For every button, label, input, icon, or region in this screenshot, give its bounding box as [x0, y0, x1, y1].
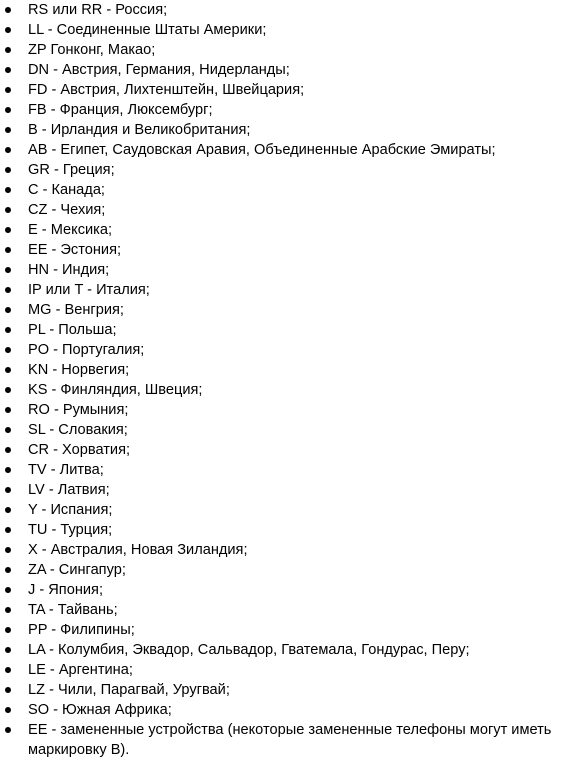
list-item-text: TA - Тайвань; — [28, 602, 118, 618]
list-item-text: B - Ирландия и Великобритания; — [28, 122, 251, 138]
list-item-text: CZ - Чехия; — [28, 202, 106, 218]
list-item-text: FD - Австрия, Лихтенштейн, Швейцария; — [28, 82, 305, 98]
bullet-icon — [5, 347, 11, 353]
list-item — [0, 260, 566, 280]
list-item-text: AB - Египет, Саудовская Аравия, Объединенные Арабские Эмираты; — [28, 142, 496, 158]
bullet-icon — [5, 527, 11, 533]
list-item-text: PP - Филипины; — [28, 622, 135, 638]
bullet-icon — [5, 407, 11, 413]
list-item — [0, 340, 566, 360]
list-item — [0, 400, 566, 420]
list-item — [0, 460, 566, 480]
bullet-icon — [5, 507, 11, 513]
list-item-text: C - Канада; — [28, 182, 105, 198]
bullet-icon — [5, 367, 11, 373]
bullet-icon — [5, 27, 11, 33]
list-item-text: LE - Аргентина; — [28, 662, 133, 678]
bullet-icon — [5, 67, 11, 73]
bullet-icon — [5, 727, 11, 733]
list-item — [0, 620, 566, 640]
list-item-text: PO - Португалия; — [28, 342, 145, 358]
list-item — [0, 280, 566, 300]
bullet-icon — [5, 327, 11, 333]
list-item-text: LZ - Чили, Парагвай, Уругвай; — [28, 682, 230, 698]
list-item-text: EE - Эстония; — [28, 242, 122, 258]
list-item — [0, 580, 566, 600]
bullet-icon — [5, 567, 11, 573]
list-item-text: KS - Финляндия, Швеция; — [28, 382, 203, 398]
bullet-icon — [5, 467, 11, 473]
bullet-icon — [5, 47, 11, 53]
list-item-text: RO - Румыния; — [28, 402, 129, 418]
list-item-text: FB - Франция, Люксембург; — [28, 102, 213, 118]
list-item — [0, 40, 566, 60]
bullet-icon — [5, 87, 11, 93]
list-item-text: Y - Испания; — [28, 502, 113, 518]
bullet-icon — [5, 447, 11, 453]
list-item — [0, 560, 566, 580]
bullet-icon — [5, 167, 11, 173]
list-item — [0, 240, 566, 260]
bullet-icon — [5, 207, 11, 213]
bullet-icon — [5, 247, 11, 253]
bullet-icon — [5, 187, 11, 193]
bullet-icon — [5, 387, 11, 393]
bullet-icon — [5, 307, 11, 313]
list-item — [0, 600, 566, 620]
list-item — [0, 180, 566, 200]
list-item-text: MG - Венгрия; — [28, 302, 124, 318]
list-item-text: E - Мексика; — [28, 222, 113, 238]
list-item-text: ZP Гонконг, Макао; — [28, 42, 156, 58]
list-item — [0, 140, 566, 160]
bullet-icon — [5, 687, 11, 693]
list-item-text: PL - Польша; — [28, 322, 117, 338]
list-item — [0, 120, 566, 140]
list-item-text: LA - Колумбия, Эквадор, Сальвадор, Гватемала, Гондурас, Перу; — [28, 642, 470, 658]
bullet-icon — [5, 107, 11, 113]
list-item-text: LL - Соединенные Штаты Америки; — [28, 22, 267, 38]
list-item — [0, 500, 566, 520]
list-item-text: DN - Австрия, Германия, Нидерланды; — [28, 62, 290, 78]
list-item — [0, 160, 566, 180]
list-item-text: EE - замененные устройства (некоторые замененные телефоны могут иметь маркировку B). — [28, 722, 552, 758]
list-item — [0, 0, 566, 20]
list-item-text: GR - Греция; — [28, 162, 115, 178]
list-item-text: IP или T - Италия; — [28, 282, 150, 298]
list-item — [0, 300, 566, 320]
bullet-icon — [5, 287, 11, 293]
bullet-icon — [5, 667, 11, 673]
list-item — [0, 420, 566, 440]
bullet-icon — [5, 147, 11, 153]
bullet-icon — [5, 7, 11, 13]
list-item — [0, 700, 566, 720]
bullet-icon — [5, 587, 11, 593]
bullet-icon — [5, 607, 11, 613]
list-item-text: SL - Словакия; — [28, 422, 128, 438]
list-item — [0, 60, 566, 80]
list-item — [0, 640, 566, 660]
list-item — [0, 480, 566, 500]
bullet-icon — [5, 227, 11, 233]
list-item-text: SO - Южная Африка; — [28, 702, 172, 718]
list-item — [0, 680, 566, 700]
list-item-text: CR - Хорватия; — [28, 442, 131, 458]
bullet-icon — [5, 707, 11, 713]
list-item-text: X - Австралия, Новая Зиландия; — [28, 542, 248, 558]
list-item-text: HN - Индия; — [28, 262, 110, 278]
list-item — [0, 220, 566, 240]
list-item — [0, 360, 566, 380]
list-item — [0, 320, 566, 340]
list-item-text: TV - Литва; — [28, 462, 104, 478]
list-item — [0, 100, 566, 120]
bullet-icon — [5, 127, 11, 133]
list-item-text: J - Япония; — [28, 582, 103, 598]
list-item — [0, 440, 566, 460]
list-item — [0, 660, 566, 680]
bullet-icon — [5, 427, 11, 433]
list-item-text: KN - Норвегия; — [28, 362, 130, 378]
list-item — [0, 380, 566, 400]
bullet-icon — [5, 627, 11, 633]
bullet-icon — [5, 487, 11, 493]
list-item — [0, 540, 566, 560]
list-item-text: RS или RR - Россия; — [28, 2, 168, 18]
list-item — [0, 720, 566, 760]
list-item — [0, 80, 566, 100]
list-item-text: TU - Турция; — [28, 522, 113, 538]
bullet-icon — [5, 647, 11, 653]
list-item-text: LV - Латвия; — [28, 482, 110, 498]
bullet-icon — [5, 547, 11, 553]
list-item — [0, 20, 566, 40]
bullet-icon — [5, 267, 11, 273]
list-item-text: ZA - Сингапур; — [28, 562, 126, 578]
list-item — [0, 200, 566, 220]
list-item — [0, 520, 566, 540]
